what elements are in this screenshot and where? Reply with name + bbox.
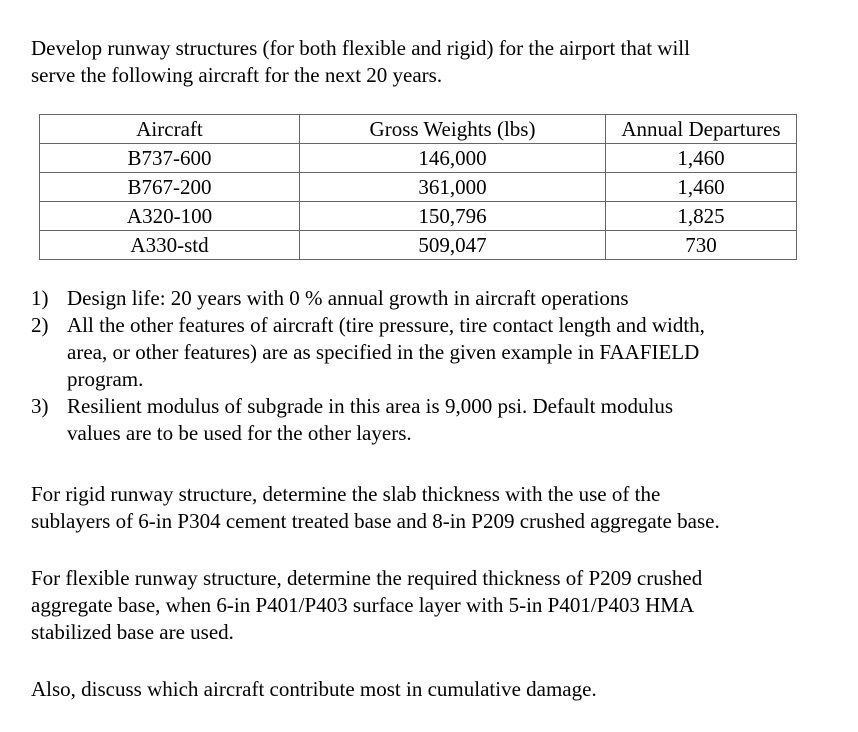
cell-gross-weight: 146,000 — [300, 144, 606, 173]
table-header-row — [40, 115, 797, 144]
cell-annual-departures: 1,825 — [606, 202, 797, 231]
flexible-structure-paragraph — [31, 565, 702, 646]
list-item — [31, 393, 821, 447]
list-item-line: area, or other features) are as specified in the given example in FAAFIELD — [67, 340, 700, 364]
cell-aircraft: B767-200 — [40, 173, 300, 202]
list-item — [31, 285, 821, 312]
table-row — [40, 144, 797, 173]
cell-annual-departures: 1,460 — [606, 173, 797, 202]
list-item-line: Design life: 20 years with 0 % annual growth in aircraft operations — [67, 286, 629, 310]
cell-aircraft: A330-std — [40, 231, 300, 260]
list-item-line: values are to be used for the other layers. — [67, 421, 412, 445]
table-row — [40, 231, 797, 260]
list-item-line: All the other features of aircraft (tire pressure, tire contact length and width, — [67, 313, 705, 337]
cumulative-damage-paragraph — [31, 676, 597, 703]
flexible-line: aggregate base, when 6-in P401/P403 surface layer with 5-in P401/P403 HMA — [31, 593, 695, 617]
table-row — [40, 173, 797, 202]
cell-aircraft: A320-100 — [40, 202, 300, 231]
flexible-line: For flexible runway structure, determine the required thickness of P209 crushed — [31, 566, 703, 590]
list-item-line: Resilient modulus of subgrade in this area is 9,000 psi. Default modulus — [67, 394, 674, 418]
cell-gross-weight: 361,000 — [300, 173, 606, 202]
cell-aircraft: B737-600 — [40, 144, 300, 173]
intro-line: Develop runway structures (for both flexible and rigid) for the airport that will — [31, 36, 690, 60]
cell-gross-weight: 150,796 — [300, 202, 606, 231]
list-item — [31, 312, 821, 393]
table-row — [40, 202, 797, 231]
intro-paragraph — [31, 35, 690, 89]
rigid-structure-paragraph — [31, 481, 720, 535]
cell-annual-departures: 1,460 — [606, 144, 797, 173]
rigid-line: sublayers of 6-in P304 cement treated base and 8-in P209 crushed aggregate base. — [31, 509, 720, 533]
header-gross-weights: Gross Weights (lbs) — [300, 115, 606, 144]
also-line: Also, discuss which aircraft contribute most in cumulative damage. — [31, 677, 597, 701]
list-item-line: program. — [67, 367, 144, 391]
cell-gross-weight: 509,047 — [300, 231, 606, 260]
cell-annual-departures: 730 — [606, 231, 797, 260]
header-aircraft: Aircraft — [40, 115, 300, 144]
list-item-number: 3) — [31, 394, 49, 418]
flexible-line: stabilized base are used. — [31, 620, 234, 644]
list-item-number: 2) — [31, 313, 49, 337]
requirements-list — [31, 285, 821, 447]
rigid-line: For rigid runway structure, determine the slab thickness with the use of the — [31, 482, 661, 506]
intro-line: serve the following aircraft for the next 20 years. — [31, 63, 443, 87]
header-annual-departures: Annual Departures — [606, 115, 797, 144]
aircraft-table — [39, 114, 797, 260]
list-item-number: 1) — [31, 286, 49, 310]
